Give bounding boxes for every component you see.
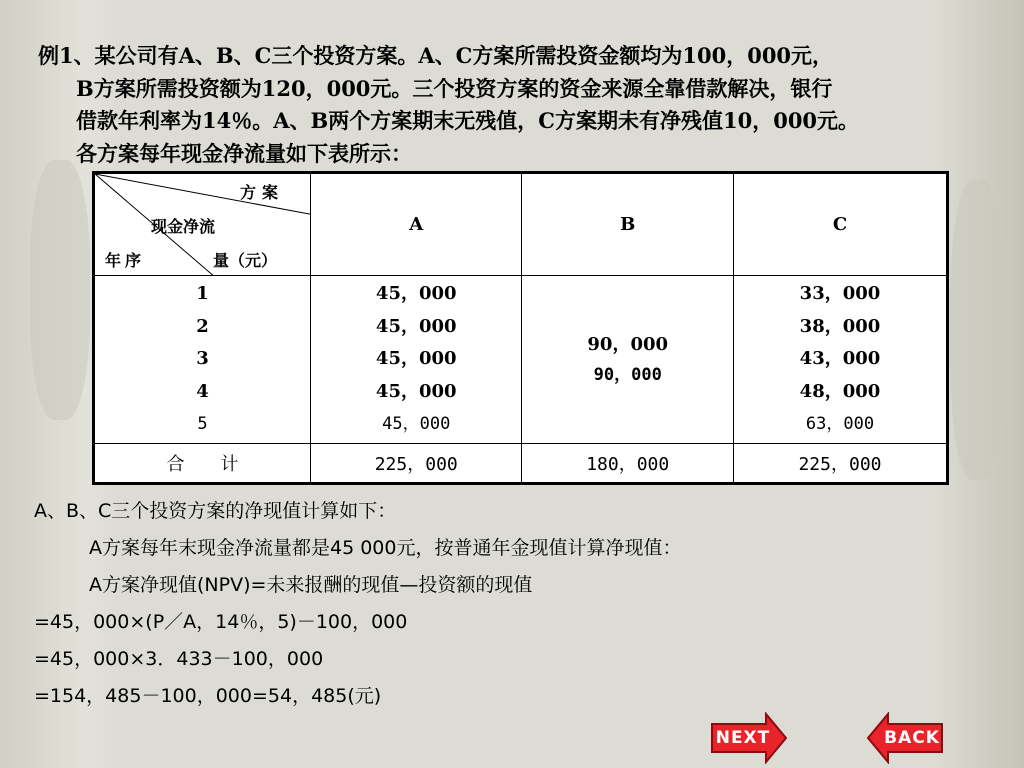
c-value: 43，000 — [799, 348, 881, 370]
npv-calculation-text — [34, 493, 994, 715]
background-stroke — [30, 160, 90, 420]
column-c-values-cell — [733, 276, 947, 444]
calc-line: A、B、C三个投资方案的净现值计算如下： — [34, 500, 397, 522]
intro-line: 借款年利率为14％。A、B两个方案期末无残值，C方案期未有净残值10，000元。 — [76, 108, 860, 133]
intro-line: B方案所需投资额为120，000元。三个投资方案的资金来源全靠借款解决，银行 — [76, 75, 833, 101]
c-value: 33，000 — [799, 283, 881, 305]
intro-line: 各方案每年现金净流量如下表所示： — [76, 140, 412, 166]
total-b: 180，000 — [522, 443, 733, 483]
diag-label-unit: 量（元） — [213, 251, 278, 270]
column-header-c: C — [733, 173, 947, 276]
column-b-values-cell — [522, 276, 733, 444]
year-value: 3 — [196, 348, 209, 370]
b-value: 90，000 — [587, 333, 669, 355]
total-a: 225，000 — [311, 443, 522, 483]
table-body-row — [94, 276, 948, 444]
c-value: 48，000 — [799, 380, 881, 402]
back-button[interactable] — [866, 712, 944, 764]
diag-label-cash-flow: 现金净流 — [151, 217, 216, 236]
a-value: 45，000 — [375, 380, 457, 402]
total-c: 225，000 — [733, 443, 947, 483]
calc-line: =45，000×(P／A，14％，5)－100，000 — [34, 611, 408, 633]
background-stroke — [950, 180, 1005, 480]
year-value: 5 — [197, 414, 208, 435]
a-value: 45，000 — [375, 283, 457, 305]
cash-flow-table — [92, 171, 949, 485]
a-value: 45，000 — [375, 315, 457, 337]
next-button[interactable] — [710, 712, 788, 764]
column-header-a: A — [311, 173, 522, 276]
diag-label-scheme: 方案 — [239, 183, 284, 202]
total-label: 合 计 — [94, 443, 311, 483]
column-a-values-cell — [311, 276, 522, 444]
table-total-row — [94, 443, 948, 483]
b-value: 90，000 — [593, 364, 662, 385]
year-value: 4 — [196, 380, 209, 402]
years-cell — [94, 276, 311, 444]
c-value: 63，000 — [805, 414, 875, 435]
next-label: NEXT — [715, 728, 771, 748]
year-value: 1 — [196, 283, 209, 305]
calc-line: A方案每年末现金净流量都是45 000元，按普通年金现值计算净现值： — [89, 537, 682, 559]
calc-line: =154，485－100，000=54，485(元) — [34, 685, 382, 707]
a-value: 45，000 — [382, 414, 451, 435]
calc-line: =45，000×3．433－100，000 — [34, 648, 324, 670]
column-header-b: B — [522, 173, 733, 276]
diagonal-header-cell — [94, 173, 311, 276]
calc-line: A方案净现值(NPV)=未来报酬的现值—投资额的现值 — [89, 574, 533, 596]
diag-label-year: 年序 — [105, 251, 146, 270]
c-value: 38，000 — [799, 315, 881, 337]
year-value: 2 — [196, 315, 209, 337]
a-value: 45，000 — [375, 348, 457, 370]
example-intro-paragraph — [38, 40, 998, 170]
intro-line: 例1、某公司有A、B、C三个投资方案。A、C方案所需投资金额均为100，000元， — [38, 43, 834, 68]
table-header-row — [94, 173, 948, 276]
back-label: BACK — [884, 728, 940, 748]
